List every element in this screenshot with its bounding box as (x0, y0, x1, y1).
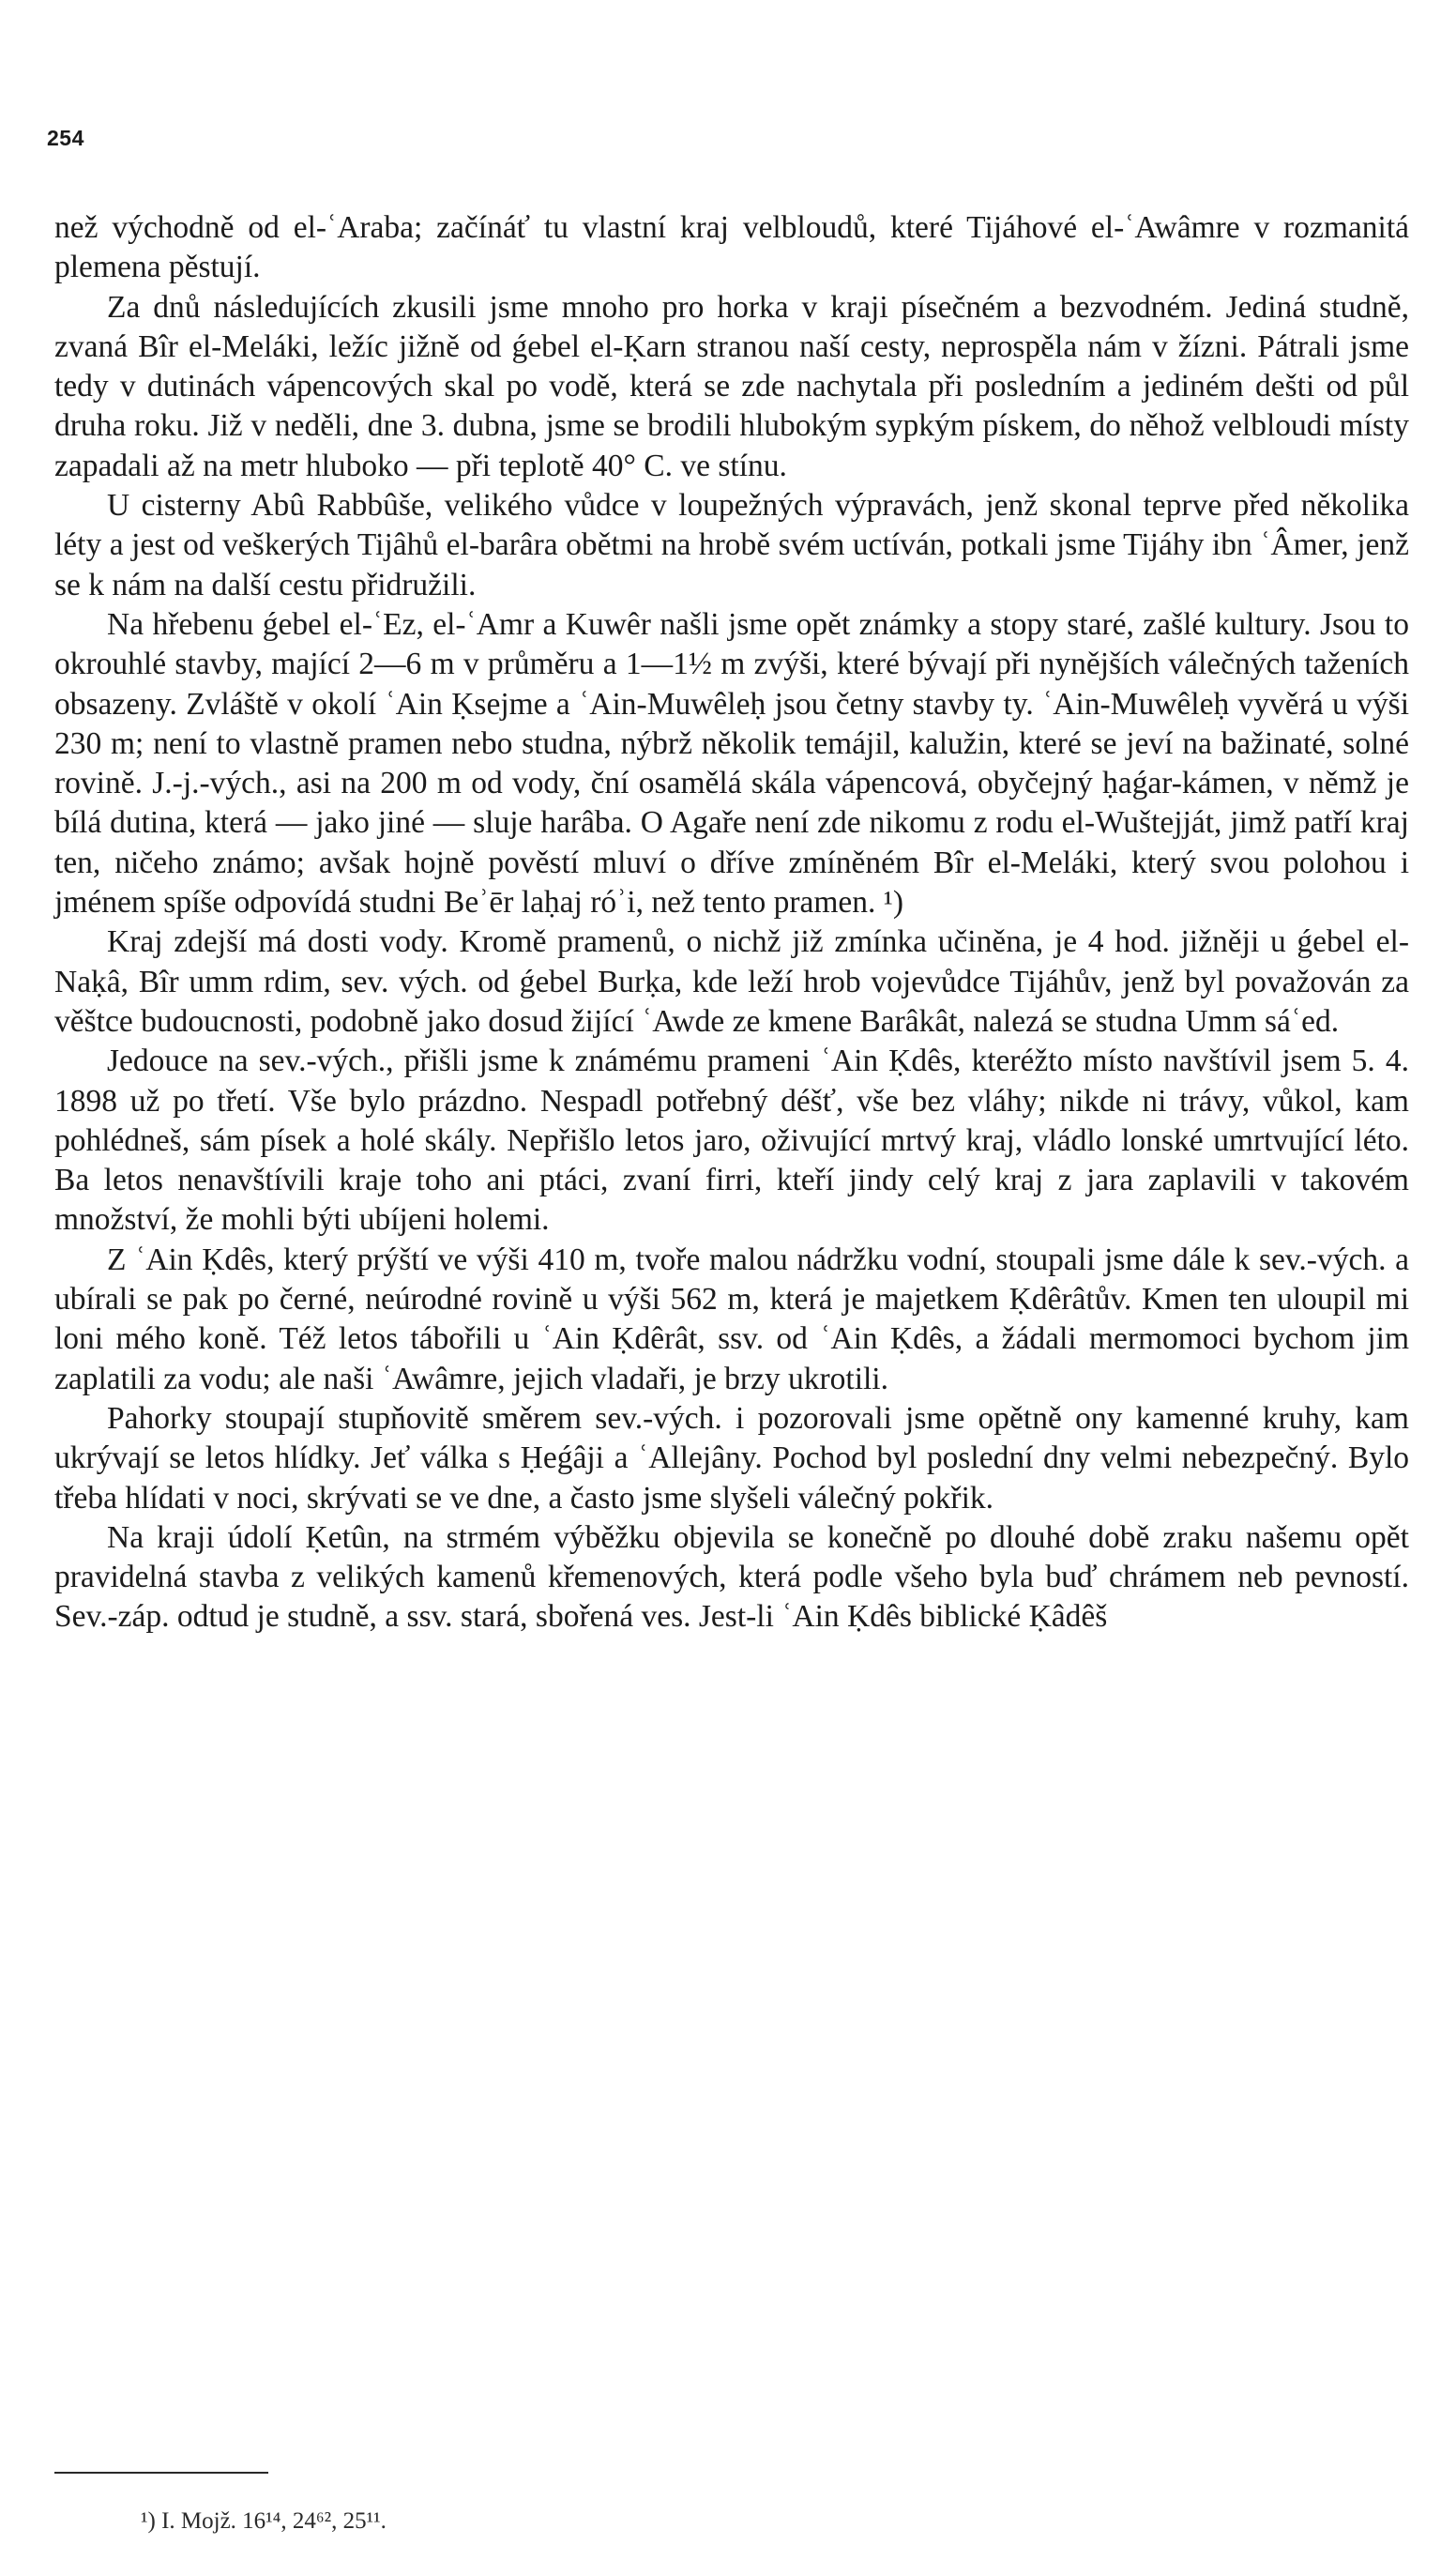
paragraph: Za dnů následujících zkusili jsme mnoho pro horka v kraji písečném a bezvodném. Jediná studně, zvaná Bîr el-Meláki, ležíc jižně od ǵebel el-Ḳarn stranou naší cesty, neprospěla nám v žízni. Pátrali jsme tedy v dutinách vápencových skal po vodě, která se zde nachytala při posledním a jediném dešti od půl druha roku. Již v neděli, dne 3. dubna, jsme se brodili hlubokým sypkým pískem, do něhož velbloudi místy zapadali až na metr hluboko — při teplotě 40° C. ve stínu. (54, 289, 1409, 483)
paragraph: Pahorky stoupají stupňovitě směrem sev.-vých. i pozorovali jsme opětně ony kamenné kruhy, kam ukrývají se letos hlídky. Jeť válka s Ḥeǵâji a ʿAllejâny. Pochod byl poslední dny velmi nebezpečný. Bylo třeba hlídati v noci, skrývati se ve dne, a často jsme slyšeli válečný pokřik. (54, 1400, 1409, 1516)
paragraph: Z ʿAin Ḳdês, který prýští ve výši 410 m, tvoře malou nádržku vodní, stoupali jsme dále k sev.-vých. a ubírali se pak po černé, neúrodné rovině u výši 562 m, která je majetkem Ḳdêrâtův. Kmen ten uloupil mi loni mého koně. Též letos tábořili u ʿAin Ḳdêrât, ssv. od ʿAin Ḳdês, a žádali mermomoci bychom jim zaplatili za vodu; ale naši ʿAwâmre, jejich vladaři, je brzy ukrotili. (54, 1242, 1409, 1396)
page-number: 254 (47, 126, 84, 150)
paragraph: Na hřebenu ǵebel el-ʿEz, el-ʿAmr a Kuwêr našli jsme opět známky a stopy staré, zašlé kultury. Jsou to okrouhlé stavby, mající 2—6 m v průměru a 1—1½ m zvýši, které bývají při nynějších válečných taženích obsazeny. Zvláště v okolí ʿAin Ḳsejme a ʿAin-Muwêleḥ jsou četny stavby ty. ʿAin-Muwêleḥ vyvěrá u výši 230 m; není to vlastně pramen nebo studna, nýbrž několik temájil, kalužin, které se jeví na bažinaté, solné rovině. J.-j.-vých., asi na 200 m od vody, ční osamělá skála vápencová, obyčejný ḥaǵar-kámen, v němž je bílá dutina, která — jako jiné — sluje harâba. O Agaře není zde nikomu z rodu el-Wuštejját, jimž patří kraj ten, ničeho známo; avšak hojně pověstí mluví o dříve zmíněném Bîr el-Meláki, který svou polohou i jménem spíše odpovídá studni Beʾēr laḥaj róʾi, než tento pramen. ¹) (54, 606, 1409, 921)
paragraph-continuation: než východně od el-ʿAraba; začínáť tu vlastní kraj velbloudů, které Tijáhové el-ʿAwâmre v rozmanitá plemena pěstují. (54, 210, 1409, 285)
paragraph: U cisterny Abû Rabbûše, velikého vůdce v loupežných výpravách, jenž skonal teprve před několika léty a jest od veškerých Tijâhů el-barâra obětmi na hrobě svém uctíván, potkali jsme Tijáhy ibn ʿÂmer, jenž se k nám na další cestu přidružili. (54, 488, 1409, 602)
footnote-divider (54, 2472, 268, 2474)
paragraph: Jedouce na sev.-vých., přišli jsme k známému prameni ʿAin Ḳdês, kteréžto místo navštívil jsem 5. 4. 1898 už po třetí. Vše bylo prázdno. Nespadl potřebný déšť, vše bez vláhy; nikde ni trávy, vůkol, kam pohlédneš, sám písek a holé skály. Nepřišlo letos jaro, oživující mrtvý kraj, vládlo lonské umrtvující léto. Ba letos nenavštívili kraje toho ani ptáci, zvaní firri, kteří jindy celý kraj z jara zaplavili v takovém množství, že mohli býti ubíjeni holemi. (54, 1044, 1409, 1238)
body-text (54, 208, 1409, 1638)
footnote: ¹) I. Mojž. 16¹⁴, 24⁶², 25¹¹. (141, 2508, 387, 2534)
paragraph: Na kraji údolí Ḳetûn, na strmém výběžku objevila se konečně po dlouhé době zraku našemu opět pravidelná stavba z velikých kamenů křemenových, která podle všeho byla buď chrámem neb pevností. Sev.-záp. odtud je studně, a ssv. stará, sbořená ves. Jest-li ʿAin Ḳdês biblické Ḳâdêš (54, 1519, 1409, 1635)
paragraph: Kraj zdejší má dosti vody. Kromě pramenů, o nichž již zmínka učiněna, je 4 hod. jižněji u ǵebel el-Naḳâ, Bîr umm rdim, sev. vých. od ǵebel Burḳa, kde leží hrob vojevůdce Tijáhův, jenž byl považován za věštce budoucnosti, podobně jako dosud žijící ʿAwde ze kmene Barâkât, nalezá se studna Umm sáʿed. (54, 924, 1409, 1039)
